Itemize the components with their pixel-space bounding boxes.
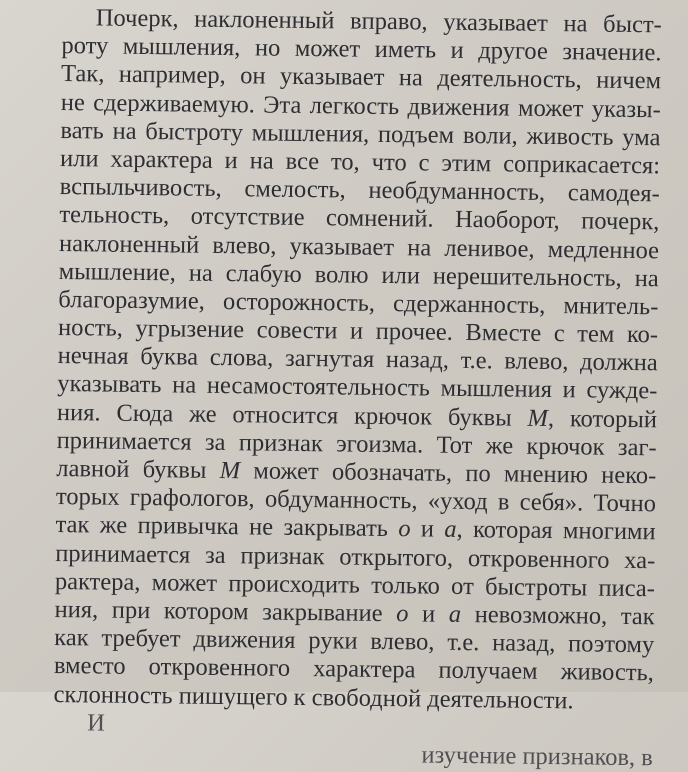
text-line: указывать на несамостоятельность мышления и сужде- [57, 370, 658, 405]
text-line: вспыльчивость, смелость, необдуманность, самодея- [59, 173, 660, 208]
next-paragraph-start: И [87, 709, 106, 737]
text-line: ность, угрызение совести и прочее. Вместе с тем ко- [57, 314, 659, 349]
text-line: Так, например, он указывает на деятельность, ничем [60, 60, 662, 95]
italic-letter: о [396, 600, 409, 628]
text-line: наклоненный влево, указывает на ленивое, медленное [58, 229, 660, 264]
text-line: торых графологов, обдуманность, «уход в себя». Точно [55, 483, 657, 518]
text-line: роту мышления, но может иметь и другое значение. [61, 32, 662, 67]
text-segment: невозможно, так [474, 601, 655, 631]
body-paragraph [53, 4, 662, 772]
text-line: принимается за признак эгоизма. Тот же крючок заг- [56, 426, 657, 462]
text-segment: может обозначать, по мнению неко- [253, 457, 657, 490]
text-line: или характера и на все то, что с этим соприкасается: [59, 144, 661, 180]
text-line: принимается за признак открытого, откровенного ха- [55, 539, 656, 574]
text-segment: ния. Сюда же относится крючок буквы [56, 398, 512, 432]
text-line: Почерк, наклоненный вправо, указывает на быст- [95, 4, 662, 39]
text-line: нечная буква слова, загнутая назад, т.е. влево, должна [57, 342, 658, 377]
text-line: мышление, на слабую волю или нерешительность, на [58, 257, 659, 292]
text-line: склонность пишущего к свободной деятельности. [53, 680, 574, 714]
italic-letter: М [527, 404, 549, 432]
text-line: не сдерживаемую. Эта легкость движения может указы- [60, 88, 661, 123]
text-segment: , которая многими [456, 516, 656, 546]
text-line: тельность, отсутствие сомнений. Наоборот, почерк, [59, 201, 660, 236]
text-segment: лавной буквы [56, 454, 207, 484]
next-paragraph-fragment: изучение признаков, в [421, 741, 654, 772]
text-segment: ния, при котором закрывание [54, 595, 383, 627]
italic-letter: а [444, 516, 457, 544]
italic-letter: о [398, 515, 411, 543]
text-line: благоразумие, осторожность, сдержанность, мнитель- [58, 285, 659, 321]
text-line: вместо откровенного характера получаем живость, [53, 652, 655, 687]
text-line: вать на быстроту мышления, подъем воли, живость ума [60, 116, 661, 152]
cut-off-line [53, 709, 654, 772]
text-line: рактера, может происходить только от быстроты писа- [54, 567, 656, 603]
text-segment: так же привычка не закрывать [55, 511, 389, 543]
text-segment: , который [547, 404, 658, 433]
italic-letter: М [219, 456, 241, 485]
italic-letter: а [448, 600, 462, 628]
text-segment: и [421, 600, 436, 628]
text-segment: и [420, 515, 435, 543]
text-line: как требует движения руки влево, т.е. назад, поэтому [54, 624, 655, 659]
